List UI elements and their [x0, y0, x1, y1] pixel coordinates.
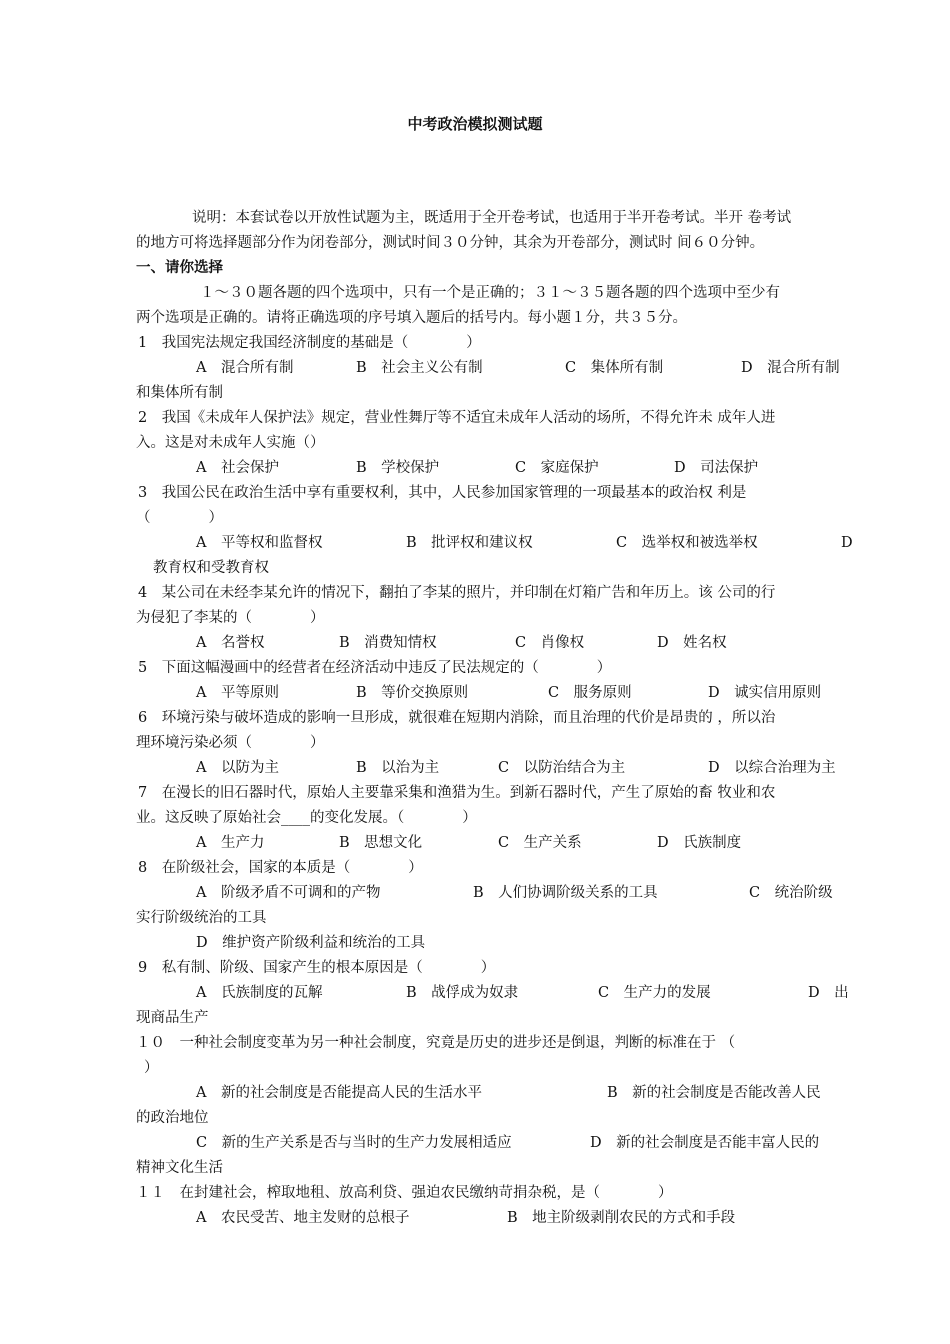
question-6-option-b: B 以治为主	[356, 760, 440, 776]
intro-line-2: 的地方可将选择题部分作为闭卷部分，测试时间３０分钟，其余为开卷部分，测试时 间６０分钟。	[136, 235, 765, 251]
question-3-option-b: B 批评权和建议权	[406, 535, 533, 551]
question-1-option-b: B 社会主义公有制	[356, 360, 483, 376]
question-7-option-d: D 氏族制度	[657, 835, 742, 851]
question-9-option-a: A 氏族制度的瓦解	[196, 985, 323, 1001]
page-title: 中考政治模拟测试题	[407, 115, 543, 133]
question-1-continuation: 和集体所有制	[136, 385, 223, 401]
question-4-option-d: D 姓名权	[657, 635, 727, 651]
question-4-option-b: B 消费知情权	[339, 635, 437, 651]
question-10-option-a: A 新的社会制度是否能提高人民的生活水平	[196, 1085, 482, 1101]
question-10-stem-1: １０ 一种社会制度变革为另一种社会制度，究竟是历史的进步还是倒退，判断的标准在于 （	[136, 1035, 736, 1051]
question-7-stem-1: 7 在漫长的旧石器时代，原始人主要靠采集和渔猎为生。到新石器时代，产生了原始的畜 牧业和农	[138, 785, 776, 801]
question-6-option-c: C 以防治结合为主	[498, 760, 626, 776]
question-9-option-b: B 战俘成为奴隶	[406, 985, 519, 1001]
question-8-option-b: B 人们协调阶级关系的工具	[473, 885, 658, 901]
question-6-stem-1: 6 环境污染与破坏造成的影响一旦形成，就很难在短期内消除，而且治理的代价是昂贵的 ，所以治	[138, 710, 776, 726]
question-5-option-d: D 诚实信用原则	[708, 685, 822, 701]
question-7-option-c: C 生产关系	[498, 835, 582, 851]
question-7-stem-2: 业。这反映了原始社会____的变化发展。（ ）	[136, 810, 477, 826]
question-5-option-c: C 服务原则	[548, 685, 632, 701]
question-3-option-c: C 选举权和被选举权	[616, 535, 758, 551]
question-6-option-d: D 以综合治理为主	[708, 760, 836, 776]
question-2-option-c: C 家庭保护	[515, 460, 599, 476]
question-8-continuation: 实行阶级统治的工具	[136, 910, 267, 926]
question-9-option-c: C 生产力的发展	[598, 985, 711, 1001]
question-4-stem-2: 为侵犯了李某的（ ）	[136, 610, 325, 626]
question-4-stem-1: 4 某公司在未经李某允许的情况下，翻拍了李某的照片，并印制在灯箱广告和年历上。该 公司的行	[138, 585, 776, 601]
question-7-option-b: B 思想文化	[339, 835, 423, 851]
question-1-stem: 1 我国宪法规定我国经济制度的基础是（ ）	[138, 335, 481, 351]
question-2-option-b: B 学校保护	[356, 460, 440, 476]
question-2-stem-2: 入。这是对未成年人实施（）	[136, 435, 325, 451]
question-8-option-a: A 阶级矛盾不可调和的产物	[196, 885, 381, 901]
question-6-option-a: A 以防为主	[196, 760, 279, 776]
question-9-stem: 9 私有制、阶级、国家产生的根本原因是（ ）	[138, 960, 496, 976]
question-10-option-c: C 新的生产关系是否与当时的生产力发展相适应	[196, 1135, 512, 1151]
question-1-option-a: A 混合所有制	[196, 360, 294, 376]
question-11-stem: １１ 在封建社会，榨取地租、放高利贷、强迫农民缴纳苛捐杂税，是（ ）	[136, 1185, 673, 1201]
question-8-option-d: D 维护资产阶级利益和统治的工具	[196, 935, 426, 951]
question-6-stem-2: 理环境污染必须（ ）	[136, 735, 325, 751]
question-2-option-a: A 社会保护	[196, 460, 279, 476]
question-3-continuation: 教育权和受教育权	[153, 560, 269, 576]
question-10-stem-2: ）	[144, 1060, 159, 1076]
question-8-option-c: C 统治阶级	[749, 885, 833, 901]
question-11-option-a: A 农民受苦、地主发财的总根子	[196, 1210, 410, 1226]
question-7-option-a: A 生产力	[196, 835, 265, 851]
question-2-stem-1: 2 我国《未成年人保护法》规定，营业性舞厅等不适宜未成年人活动的场所，不得允许未 成年人进	[138, 410, 776, 426]
question-5-stem: 5 下面这幅漫画中的经营者在经济活动中违反了民法规定的（ ）	[138, 660, 612, 676]
question-3-option-d: D	[841, 535, 853, 551]
section-instruction-2: 两个选项是正确的。请将正确选项的序号填入题后的括号内。每小题１分，共３５分。	[136, 310, 687, 326]
question-1-option-d: D 混合所有制	[741, 360, 840, 376]
question-4-option-c: C 肖像权	[515, 635, 585, 651]
intro-line-1: 说明：本套试卷以开放性试题为主，既适用于全开卷考试，也适用于半开卷考试。半开 卷考试	[192, 210, 792, 226]
question-8-stem: 8 在阶级社会，国家的本质是（ ）	[138, 860, 423, 876]
question-9-option-d: D 出	[808, 985, 849, 1001]
question-10-continuation-2: 精神文化生活	[136, 1160, 223, 1176]
question-10-continuation-1: 的政治地位	[136, 1110, 209, 1126]
question-11-option-b: B 地主阶级剥削农民的方式和手段	[507, 1210, 736, 1226]
question-4-option-a: A 名誉权	[196, 635, 265, 651]
section-instruction-1: １～３０题各题的四个选项中，只有一个是正确的；３１～３５题各题的四个选项中至少有	[200, 285, 780, 301]
question-9-continuation: 现商品生产	[136, 1010, 209, 1026]
section-heading: 一、请你选择	[136, 259, 223, 276]
question-10-option-d: D 新的社会制度是否能丰富人民的	[590, 1135, 820, 1151]
question-5-option-a: A 平等原则	[196, 685, 279, 701]
question-5-option-b: B 等价交换原则	[356, 685, 469, 701]
question-3-stem-2: （ ）	[136, 510, 223, 526]
question-3-stem-1: 3 我国公民在政治生活中享有重要权利，其中，人民参加国家管理的一项最基本的政治权 利是	[138, 485, 747, 501]
question-3-option-a: A 平等权和监督权	[196, 535, 323, 551]
question-10-option-b: B 新的社会制度是否能改善人民	[607, 1085, 821, 1101]
question-1-option-c: C 集体所有制	[565, 360, 664, 376]
question-2-option-d: D 司法保护	[674, 460, 759, 476]
